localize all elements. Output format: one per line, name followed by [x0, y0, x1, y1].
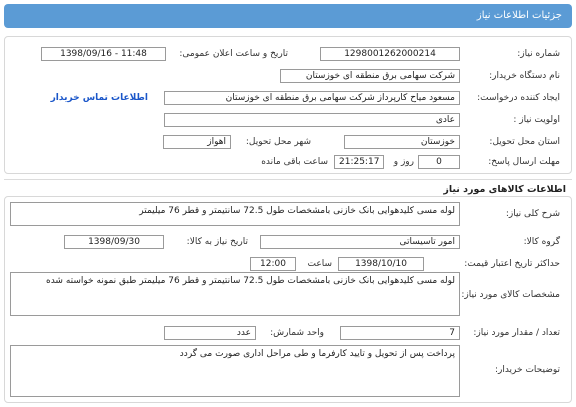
summary-field: لوله مسی کلیدهوایی بانک خازنی بامشخصات طول 72.5 سانتیمتر و قطر 76 میلیمتر: [10, 202, 460, 226]
creator-field: مسعود میاح کارپرداز شرکت سهامی برق منطقه ای خوزستان: [164, 91, 460, 105]
deadline-days-label: روز و: [393, 157, 414, 167]
city-label: شهر محل تحویل:: [245, 137, 311, 147]
goods-group-field: امور تاسیساتی: [260, 235, 460, 249]
price-validity-time-field: 12:00: [250, 257, 296, 271]
need-date-label: تاریخ نیاز به کالا:: [186, 237, 248, 247]
buyer-label: نام دستگاه خریدار:: [489, 71, 560, 81]
page-title: جزئیات اطلاعات نیاز: [476, 10, 562, 21]
price-validity-time-label: ساعت: [307, 259, 332, 269]
city-field: اهواز: [163, 135, 231, 149]
price-validity-date-field: 1398/10/10: [338, 257, 424, 271]
deadline-days-field: 0: [418, 155, 460, 169]
announce-date-label: تاریخ و ساعت اعلان عمومی:: [179, 49, 288, 59]
announce-date-field: 1398/09/16 - 11:48: [41, 47, 166, 61]
price-validity-label: حداکثر تاریخ اعتبار قیمت:: [464, 259, 560, 269]
buyer-notes-label: توضیحات خریدار:: [494, 365, 560, 375]
page-header: [4, 4, 572, 28]
quantity-label: تعداد / مقدار مورد نیاز:: [473, 328, 560, 338]
unit-field: عدد: [164, 326, 256, 340]
province-field: خوزستان: [344, 135, 460, 149]
quantity-field: 7: [340, 326, 460, 340]
province-label: استان محل تحویل:: [489, 137, 560, 147]
spec-field: لوله مسی کلیدهوایی بانک خازنی بامشخصات طول 72.5 سانتیمتر و قطر 76 میلیمتر طبق نمونه خواسته شده: [10, 272, 460, 316]
need-number-field: 1298001262000214: [320, 47, 460, 61]
creator-label: ایجاد کننده درخواست:: [477, 93, 560, 103]
section-divider: [4, 179, 572, 180]
goods-group-label: گروه کالا:: [523, 237, 560, 247]
deadline-label: مهلت ارسال پاسخ:: [488, 157, 560, 167]
priority-field: عادی: [164, 113, 460, 127]
goods-section-title: اطلاعات کالاهای مورد نیاز: [443, 184, 566, 195]
unit-label: واحد شمارش:: [270, 328, 324, 338]
buyer-notes-field: پرداخت پس از تحویل و تایید کارفرما و طی مراحل اداری صورت می گردد: [10, 345, 460, 397]
need-number-label: شماره نیاز:: [517, 49, 560, 59]
remaining-time-label: ساعت باقی مانده: [261, 157, 328, 167]
spec-label: مشخصات کالای مورد نیاز:: [461, 290, 560, 300]
deadline-time-field: 21:25:17: [334, 155, 384, 169]
buyer-contact-link[interactable]: اطلاعات تماس خریدار: [50, 93, 148, 103]
need-date-field: 1398/09/30: [64, 235, 164, 249]
buyer-field: شرکت سهامی برق منطقه ای خوزستان: [280, 69, 460, 83]
priority-label: اولویت نیاز :: [513, 115, 560, 125]
summary-label: شرح کلی نیاز:: [505, 209, 560, 219]
